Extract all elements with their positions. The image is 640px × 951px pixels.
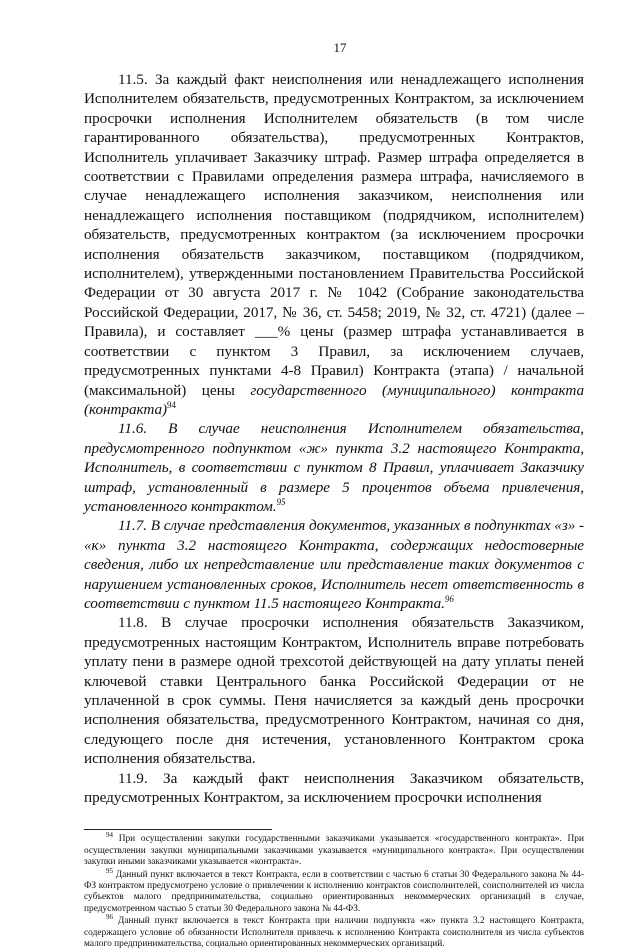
footnote-94 bbox=[84, 831, 584, 868]
clause-11-8: 11.8. В случае просрочки исполнения обязательств Заказчиком, предусмотренных настоящим Контрактом, Исполнитель вправе потребовать уплату пени в размере одной трехсотой действующей на дату уплаты пеней ключевой ставки Центрального банка Российской Федерации от не уплаченной в срок суммы. Пеня начисляется за каждый день просрочки исполнения обязательства, предусмотренного Контрактом, начиная со дня, следующего после дня истечения, установленного Контрактом срока исполнения обязательства. bbox=[84, 614, 584, 768]
clause-11-9: 11.9. За каждый факт неисполнения Заказчиком обязательств, предусмотренных Контрактом, за исключением просрочки исполнения bbox=[84, 769, 584, 807]
footnote-ref-95: 95 bbox=[276, 496, 286, 507]
footnote-96 bbox=[84, 913, 584, 950]
footnote-number: 95 bbox=[106, 866, 113, 875]
clause-11-7-text: 11.7. В случае представления документов, указанных в подпунктах «з» - «к» пункта 3.2 настоящего Контракта, содержащих недостоверные сведения, либо их непредставление или представление таких документов с нарушением установленных сроков, Исполнитель несет ответственность в соответствии с пунктом 11.5 настоящего Контракта. bbox=[84, 517, 585, 612]
footnote-text: Данный пункт включается в текст Контракта при наличии подпункта «ж» пункта 3.2 настоящего Контракта, содержащего условие об обязанности Исполнителя привлечь к исполнению Контракта соисполнителя из числа субъектов малого предпринимательства, социально ориентированных некоммерческих организаций. bbox=[84, 916, 584, 950]
clause-11-5-text-b: цены (размер штрафа устанавливается в соответствии с пунктом 3 Правил, за исключением случаев, предусмотренных пунктами 4-8 Правил) Контракта (этапа) / начальной (максимальной) цены bbox=[84, 323, 584, 399]
page-number: 17 bbox=[333, 40, 347, 55]
clause-11-5-italic: государственного (муниципального) контракта (контракта) bbox=[84, 381, 584, 418]
footnote-ref-94: 94 bbox=[167, 399, 176, 410]
clause-11-7 bbox=[84, 516, 584, 613]
footnote-separator bbox=[84, 829, 272, 830]
footnote-number: 96 bbox=[106, 913, 113, 922]
clause-11-6-text: 11.6. В случае неисполнения Исполнителем обязательства, предусмотренного подпунктом «ж» пункта 3.2 настоящего Контракта, Исполнитель, в соответствии с пунктом 8 Правил, уплачивает Заказчику штраф, установленный в размере 5 процентов объема привлечения, установленного контрактом. bbox=[84, 420, 584, 515]
footnote-text: Данный пункт включается в текст Контракта, если в соответствии с частью 6 статьи 30 Федерального закона № 44-ФЗ контрактом предусмотрено условие о привлечении к исполнению контрактов соисполнителей, соисполнителей из числа субъектов малого предпринимательства, социально ориентированных некоммерческих организаций в случае, предусмотренном частью 5 статьи 30 Федерального закона № 44-ФЗ. bbox=[84, 869, 584, 914]
footnote-ref-96: 96 bbox=[444, 593, 454, 604]
footnote-number: 94 bbox=[106, 831, 113, 840]
footnote-text: При осуществлении закупки государственными заказчиками указывается «государственного контракта». При осуществлении закупки муниципальными заказчиками указывается «муниципального контракта». При осуществлении закупки иными заказчиками указывается «контракта». bbox=[84, 834, 584, 868]
clause-11-5-text-a: 11.5. За каждый факт неисполнения или ненадлежащего исполнения Исполнителем обязательств, предусмотренных Контрактом, за исключением просрочки исполнения Исполнителем обязательств (в том числе гарантированного обязательства), предусмотренных Контрактов, Исполнитель уплачивает Заказчику штраф. Размер штрафа определяется в соответствии с Правилами определения размера штрафа, начисляемого в случае ненадлежащего исполнения заказчиком, неисполнения или ненадлежащего исполнения поставщиком (подрядчиком, исполнителем) обязательств, предусмотренных контрактом (за исключением просрочки исполнения обязательств заказчиком, поставщиком (подрядчиком, исполнителем), утвержденными постановлением Правительства Российской Федерации от 30 августа 2017 г. № 1042 (Собрание законодательства Российской Федерации, 2017, № 36, ст. 5458; 2019, № 32, ст. 4721) (далее – Правила), и составляет bbox=[84, 71, 584, 341]
clause-11-5 bbox=[84, 70, 584, 419]
footnote-95 bbox=[84, 866, 584, 916]
clause-11-6 bbox=[84, 419, 584, 516]
penalty-percent-blank: ___% bbox=[254, 323, 291, 341]
